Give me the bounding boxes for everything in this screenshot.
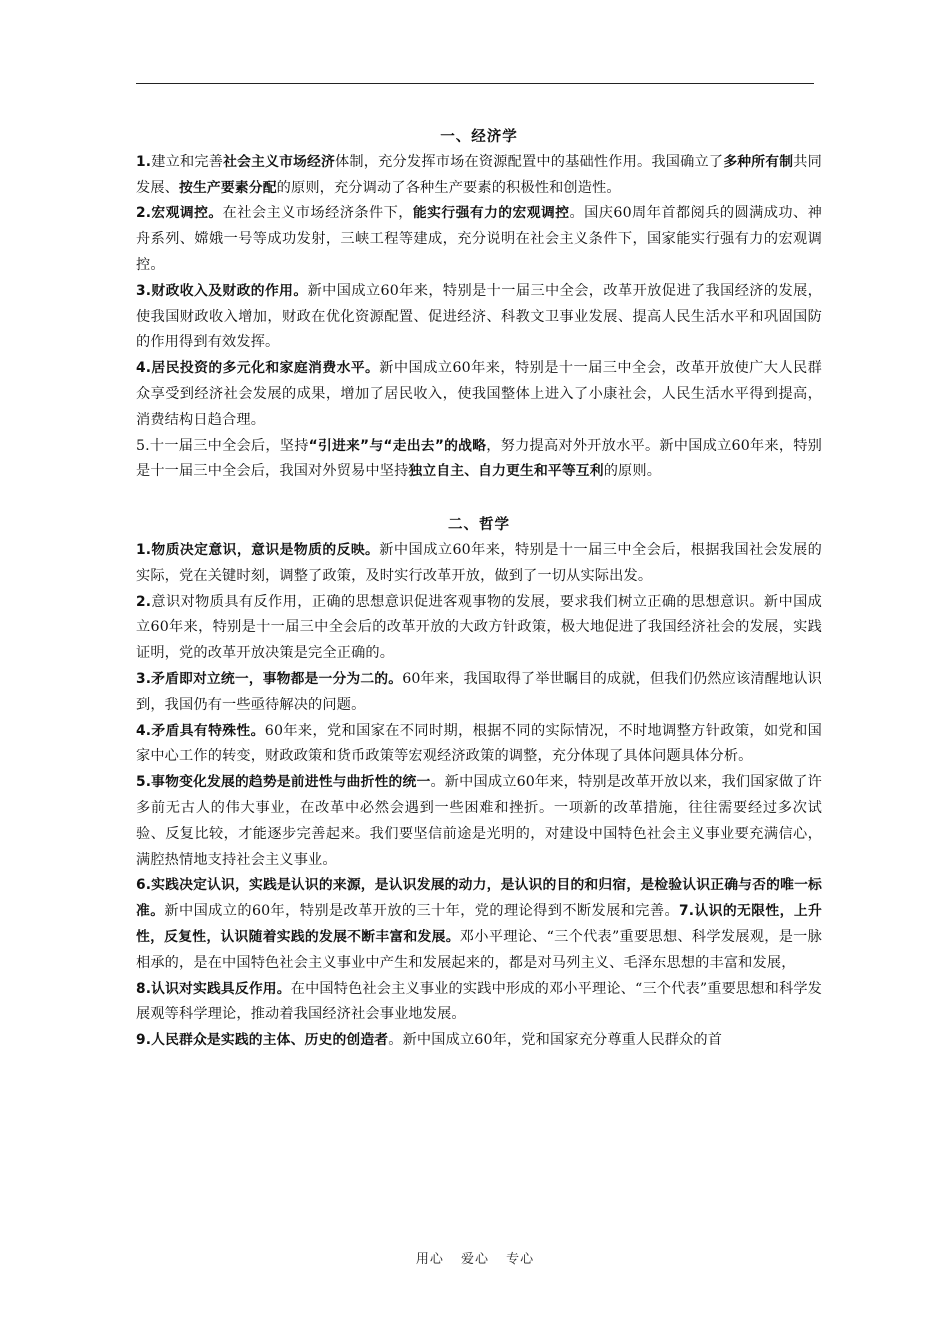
paragraph [136, 667, 822, 719]
bold-text: 6.实践决定认识，实践是认识的来源，是认识发展的动力，是认识的目的和归宿，是检验认识正确与否的唯一标准。 [136, 877, 822, 920]
document-body [136, 124, 822, 1054]
text: 60年来，党和国家在不同时期，根据不同的实际情况，不时地调整方针政策，如党和国家中心工作的转变，财政政策和货币政策等宏观经济政策的调整，充分体现了具体问题具体分析。 [136, 722, 823, 765]
text: 的原则，充分调动了各种生产要素的积极性和创造性。 [276, 179, 621, 196]
paragraph [136, 279, 822, 356]
footer-word-1: 用心 [415, 1252, 444, 1267]
text: 在中国特色社会主义事业的实践中形成的邓小平理论、“三个代表”重要思想和科学发展观等科学理论，推动着我国经济社会事业地发展。 [136, 980, 823, 1023]
bold-text: 1.物质决定意识，意识是物质的反映。 [136, 541, 380, 558]
section-heading: 二、哲学 [448, 516, 510, 534]
text: 的原则。 [603, 463, 662, 480]
text: 新中国成立的60年，特别是改革开放的三十年，党的理论得到不断发展和完善。 [164, 903, 680, 920]
text: 新中国成立60年来，特别是十一届三中全会，改革开放促进了我国经济的发展，使我国财政收入增加，财政在优化资源配置、促进经济、科教文卫事业发展、提高人民生活水平和巩固国防的作用得到有效发挥。 [136, 282, 822, 351]
footer-word-2: 爱心 [460, 1252, 489, 1267]
bold-text: 多种所有制 [723, 153, 794, 170]
text: 体制，充分发挥市场在资源配置中的基础性作用。我国确立了 [335, 153, 724, 170]
section-heading: 一、经济学 [440, 128, 518, 145]
text: 在社会主义市场经济条件下， [222, 205, 413, 222]
paragraph [136, 1028, 822, 1054]
text: 。新中国成立60年，党和国家充分尊重人民群众的首 [388, 1032, 723, 1049]
paragraph [136, 770, 822, 873]
header-rule [136, 83, 814, 84]
bold-text: 能实行强有力的宏观调控 [412, 205, 570, 222]
text: 。新中国成立60年来，特别是改革开放以来，我们国家做了许多前无古人的伟大事业，在改革中必然会遇到一些困难和挫折。一项新的改革措施，往往需要经过多次试验、反复比较，才能逐步完善起来。我们要坚信前途是光明的，对建设中国特色社会主义事业要充满信心，满腔热情地支持社会主义事业。 [136, 774, 822, 868]
section-gap [136, 485, 822, 512]
bold-text: 独立自主、自力更生和平等互利 [408, 463, 604, 480]
bold-text: “引进来”与“走出去”的战略 [308, 437, 487, 454]
bold-text: 5.事物变化发展的趋势是前进性与曲折性的统一 [136, 774, 431, 791]
text: 5. [136, 437, 150, 454]
text: 邓小平理论、“三个代表”重要思想、科学发展观，是一脉相承的，是在中国特色社会主义事业中产生和发展起来的，都是对马列主义、毛泽东思想的丰富和发展， [136, 928, 822, 971]
bold-text: 3.财政收入及财政的作用。 [136, 282, 308, 299]
footer-word-3: 专心 [506, 1252, 535, 1267]
bold-text: 按生产要素分配 [179, 179, 277, 196]
paragraph [136, 356, 822, 433]
text: 建立和完善 [151, 153, 224, 170]
text: 。国庆60周年首都阅兵的圆满成功、神舟系列、嫦娥一号等成功发射，三峡工程等建成，充分说明在社会主义条件下，国家能实行强有力的宏观调控。 [136, 205, 822, 273]
text: 共同发展、 [136, 153, 822, 196]
bold-text: 社会主义市场经济 [223, 153, 336, 170]
bold-text: 2.宏观调控。 [136, 205, 223, 222]
page-footer [0, 1248, 950, 1267]
text: 60年来，我国取得了举世瞩目的成就，但我们仍然应该清醒地认识到，我国仍有一些亟待解决的问题。 [136, 670, 822, 713]
bold-text: 3.矛盾即对立统一，事物都是一分为二的。 [136, 670, 403, 687]
paragraph [136, 719, 822, 771]
paragraph [136, 434, 822, 486]
text: 新中国成立60年来，特别是十一届三中全会后，根据我国社会发展的实际，党在关键时刻，调整了政策，及时实行改革开放，做到了一切从实际出发。 [136, 541, 822, 584]
text: ，努力提高对外开放水平。新中国成立60年来，特别是十一届三中全会后，我国对外贸易中坚持 [136, 437, 823, 480]
paragraph [136, 201, 822, 278]
paragraph [136, 590, 822, 667]
text: 意识对物质具有反作用，正确的思想意识促进客观事物的发展，要求我们树立正确的思想意识。新中国成立60年来，特别是十一届三中全会后的改革开放的大政方针政策，极大地促进了我国经济社会的发展，实践证明，党的改革开放决策是完全正确的。 [136, 593, 822, 662]
bold-text: 2. [136, 593, 152, 610]
paragraph [136, 977, 822, 1029]
paragraph [136, 150, 822, 202]
bold-text: 8.认识对实践具反作用。 [136, 980, 291, 997]
text: 十一届三中全会后，坚持 [149, 437, 309, 454]
bold-text: 9.人民群众是实践的主体、历史的创造者 [136, 1032, 389, 1049]
paragraph [136, 538, 822, 590]
paragraph [136, 873, 822, 976]
text: 新中国成立60年来，特别是十一届三中全会，改革开放使广大人民群众享受到经济社会发展的成果，增加了居民收入，使我国整体上进入了小康社会，人民生活水平得到提高，消费结构日趋合理。 [136, 360, 822, 428]
bold-text: 1. [136, 153, 152, 170]
bold-text: 4.矛盾具有特殊性。 [136, 722, 265, 739]
bold-text: 7.认识的无限性，上升性，反复性，认识随着实践的发展不断丰富和发展。 [136, 903, 822, 945]
bold-text: 4.居民投资的多元化和家庭消费水平。 [136, 360, 380, 377]
